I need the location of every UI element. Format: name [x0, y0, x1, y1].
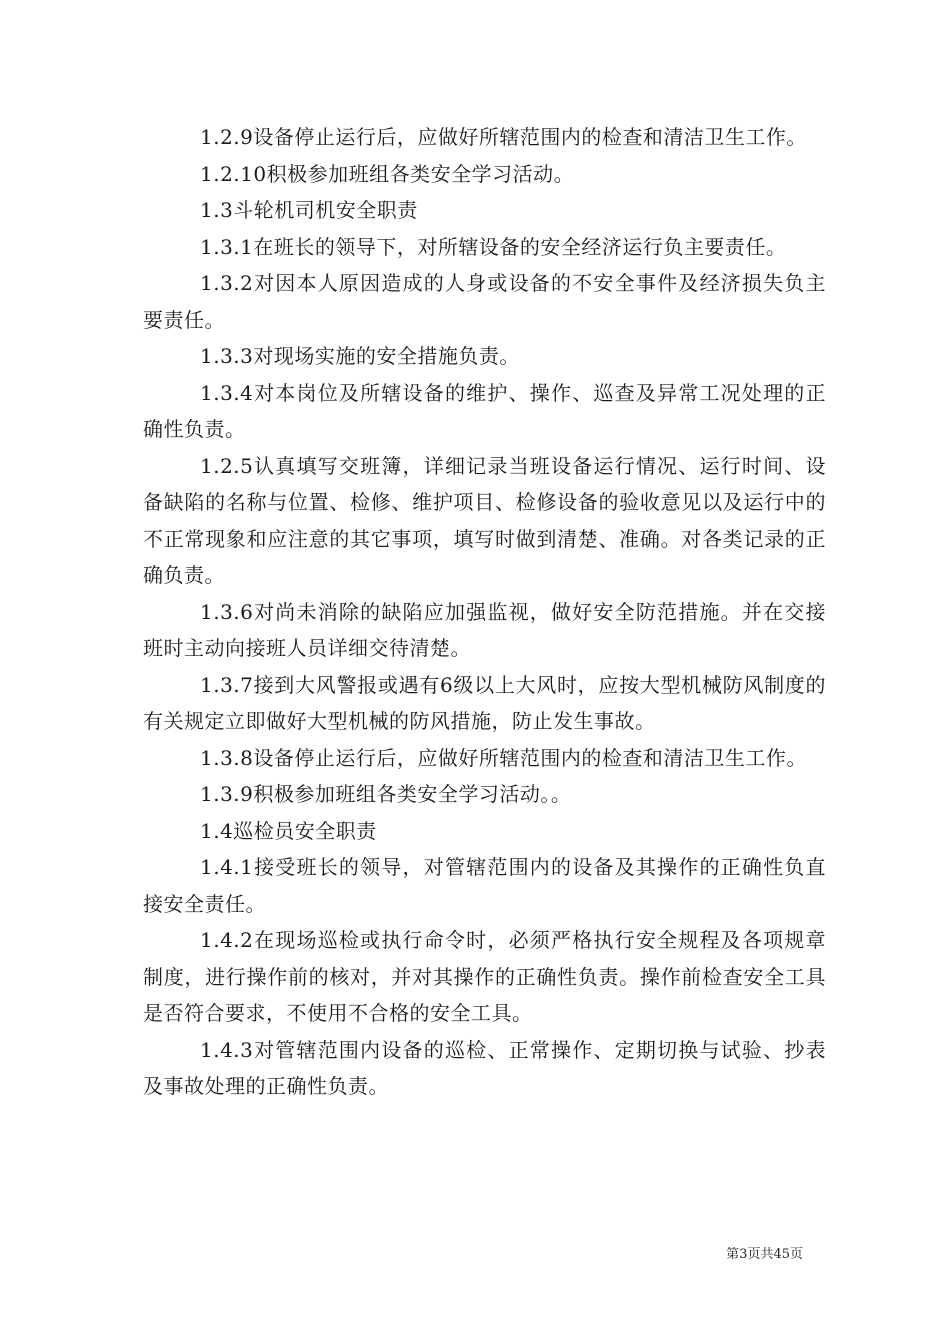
paragraph: 1.3.9积极参加班组各类安全学习活动。。 — [200, 782, 572, 806]
paragraph: 1.3.2对因本人原因造成的人身或设备的不安全事件及经济损失负主要责任。 — [143, 271, 826, 332]
paragraph: 1.2.9设备停止运行后，应做好所辖范围内的检查和清洁卫生工作。 — [200, 125, 807, 149]
paragraph: 1.4.1接受班长的领导，对管辖范围内的设备及其操作的正确性负直接安全责任。 — [143, 855, 826, 916]
paragraph: 1.2.5认真填写交班簿，详细记录当班设备运行情况、运行时间、设备缺陷的名称与位置、检修、维护项目、检修设备的验收意见以及运行中的不正常现象和应注意的其它事项，填写时做到清楚、准确。对各类记录的正确负责。 — [143, 453, 826, 587]
paragraph: 1.3.3对现场实施的安全措施负责。 — [200, 344, 520, 368]
paragraph: 1.3.1在班长的领导下，对所辖设备的安全经济运行负主要责任。 — [200, 234, 787, 259]
paragraph: 1.3.4对本岗位及所辖设备的维护、操作、巡查及异常工况处理的正确性负责。 — [143, 380, 826, 441]
section-heading: 1.3斗轮机司机安全职责 — [200, 198, 418, 222]
paragraph: 1.3.8设备停止运行后，应做好所辖范围内的检查和清洁卫生工作。 — [200, 745, 807, 770]
paragraph: 1.3.6对尚未消除的缺陷应加强监视，做好安全防范措施。并在交接班时主动向接班人员详细交待清楚。 — [143, 599, 826, 660]
section-heading: 1.4巡检员安全职责 — [200, 818, 377, 843]
paragraph: 1.4.3对管辖范围内设备的巡检、正常操作、定期切换与试验、抄表及事故处理的正确性负责。 — [143, 1037, 826, 1098]
paragraph: 1.4.2在现场巡检或执行命令时，必须严格执行安全规程及各项规章制度，进行操作前的核对，并对其操作的正确性负责。操作前检查安全工具是否符合要求，不使用不合格的安全工具。 — [143, 928, 826, 1025]
paragraph: 1.2.10积极参加班组各类安全学习活动。 — [200, 161, 575, 186]
paragraph: 1.3.7接到大风警报或遇有6级以上大风时，应按大型机械防风制度的有关规定立即做好大型机械的防风措施，防止发生事故。 — [143, 672, 826, 733]
document-body — [143, 119, 826, 1105]
page-number: 第3页共45页 — [726, 1247, 803, 1262]
